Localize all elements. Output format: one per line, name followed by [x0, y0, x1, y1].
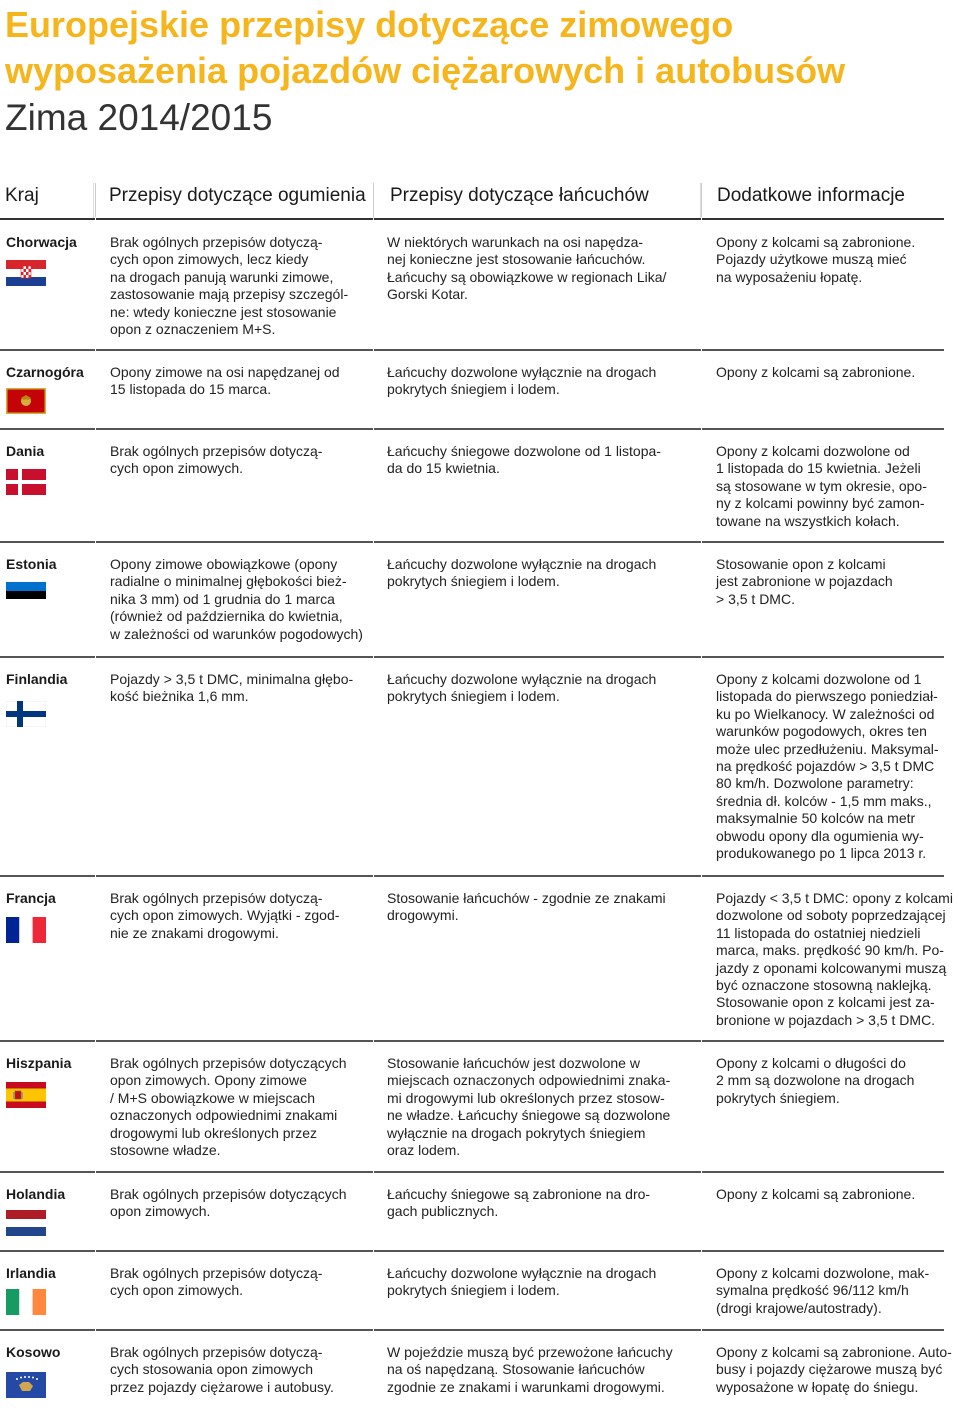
tires-cell: Brak ogólnych przepisów dotyczących opon zimowych.	[110, 1186, 347, 1220]
row-divider	[374, 541, 701, 543]
extra-cell: Opony z kolcami są zabronione. Pojazdy użytkowe muszą mieć na wyposażeniu łopatę.	[716, 234, 916, 285]
extra-cell: Opony z kolcami o długości do 2 mm są dozwolone na drogach pokrytych śniegiem.	[716, 1055, 915, 1106]
row-divider	[374, 1250, 701, 1252]
row-divider	[374, 875, 701, 877]
chains-cell: W niektórych warunkach na osi napędza- nej konieczne jest stosowanie łańcuchów. Łańcuchy są obowiązkowe w regionach Lika/ Gorski Kotar.	[387, 234, 667, 303]
netherlands-flag-icon	[6, 1210, 46, 1236]
row-divider	[0, 349, 95, 351]
extra-cell: Stosowanie opon z kolcami jest zabronione w pojazdach > 3,5 t DMC.	[716, 556, 893, 607]
country-name: Estonia	[6, 556, 57, 572]
chains-cell: W pojeździe muszą być przewożone łańcuchy na oś napędzaną. Stosowanie łańcuchów zgodnie ze znakami i warunkami drogowymi.	[387, 1344, 673, 1395]
column-header-chains: Przepisy dotyczące łańcuchów	[390, 183, 701, 219]
table-row	[0, 1344, 952, 1406]
header-underline	[374, 218, 701, 220]
row-divider	[374, 428, 701, 430]
column-header-country: Kraj	[5, 183, 94, 219]
table-row	[0, 1186, 944, 1246]
row-divider	[702, 349, 944, 351]
row-divider	[96, 875, 373, 877]
row-divider	[0, 1171, 95, 1173]
row-divider	[702, 875, 944, 877]
country-name: Dania	[6, 443, 45, 459]
table-header	[0, 183, 944, 219]
row-divider	[0, 1329, 95, 1331]
table-row	[0, 1055, 944, 1165]
row-divider	[96, 1329, 373, 1331]
tires-cell: Brak ogólnych przepisów dotyczących opon zimowych. Opony zimowe / M+S obowiązkowe w miejscach oznaczonych odpowiednimi znakami drogowymi lub określonych przez stosowne władze.	[110, 1055, 347, 1159]
country-name: Czarnogóra	[6, 364, 84, 380]
kosovo-flag-icon	[6, 1372, 46, 1398]
estonia-flag-icon	[6, 582, 46, 608]
row-divider	[374, 1171, 701, 1173]
extra-cell: Opony z kolcami dozwolone, mak- symalna prędkość 96/112 km/h (drogi krajowe/autostrady).	[716, 1265, 930, 1316]
row-divider	[0, 428, 95, 430]
page-subtitle: Zima 2014/2015	[5, 97, 273, 138]
table-row	[0, 671, 944, 866]
column-separator	[373, 183, 374, 217]
row-divider	[374, 656, 701, 658]
row-divider	[0, 1250, 95, 1252]
croatia-flag-icon	[6, 260, 46, 286]
row-divider	[96, 1250, 373, 1252]
row-divider	[0, 656, 95, 658]
country-name: Irlandia	[6, 1265, 56, 1281]
table-row	[0, 1265, 944, 1325]
spain-flag-icon	[6, 1082, 46, 1108]
country-name: Kosowo	[6, 1344, 61, 1360]
header-underline	[702, 218, 944, 220]
chains-cell: Łańcuchy dozwolone wyłącznie na drogach pokrytych śniegiem i lodem.	[387, 1265, 657, 1299]
row-divider	[702, 1250, 944, 1252]
row-divider	[702, 1329, 944, 1331]
table-row	[0, 364, 944, 419]
title-line-1: Europejskie przepisy dotyczące zimowego	[5, 4, 734, 45]
chains-cell: Łańcuchy śniegowe dozwolone od 1 listopa- da do 15 kwietnia.	[387, 443, 661, 477]
finland-flag-icon	[6, 701, 46, 727]
row-divider	[374, 349, 701, 351]
chains-cell: Stosowanie łańcuchów jest dozwolone w miejscach oznaczonych odpowiednimi znaka- mi drogowymi lub określonych przez stosow- ne władze. Łańcuchy śniegowe są dozwolone wyłącznie na drogach pokrytych śniegiem oraz lodem.	[387, 1055, 671, 1159]
row-divider	[96, 656, 373, 658]
table-row	[0, 890, 953, 1035]
row-divider	[96, 428, 373, 430]
table-row	[0, 443, 944, 533]
title-line-2: wyposażenia pojazdów ciężarowych i autobusów	[5, 50, 846, 91]
tires-cell: Opony zimowe na osi napędzanej od 15 listopada do 15 marca.	[110, 364, 340, 398]
header-underline	[0, 218, 95, 220]
row-divider	[0, 1040, 95, 1042]
chains-cell: Łańcuchy dozwolone wyłącznie na drogach pokrytych śniegiem i lodem.	[387, 364, 657, 398]
header-underline	[96, 218, 373, 220]
montenegro-flag-icon	[6, 388, 46, 414]
country-name: Hiszpania	[6, 1055, 72, 1071]
row-divider	[96, 1171, 373, 1173]
row-divider	[0, 875, 95, 877]
tires-cell: Brak ogólnych przepisów dotyczą- cych opon zimowych.	[110, 443, 323, 477]
row-divider	[702, 656, 944, 658]
row-divider	[374, 1329, 701, 1331]
chains-cell: Łańcuchy dozwolone wyłącznie na drogach pokrytych śniegiem i lodem.	[387, 556, 657, 590]
column-separator	[95, 183, 96, 217]
page-title	[5, 2, 845, 94]
chains-cell: Łańcuchy dozwolone wyłącznie na drogach pokrytych śniegiem i lodem.	[387, 671, 657, 705]
extra-cell: Opony z kolcami są zabronione.	[716, 364, 916, 380]
country-name: Chorwacja	[6, 234, 77, 250]
row-divider	[0, 541, 95, 543]
extra-cell: Opony z kolcami dozwolone od 1 listopada do pierwszego poniedział- ku po Wielkanocy. W zależności od warunków pogodowych, okres ten może ulec przedłużeniu. Maksymal- na prędkość pojazdów > 3,5 t DMC 80 km/h. Dozwolone parametry: średnia dł. kolców - 1,5 mm maks., maksymalnie 50 kolców na metr obwodu opony dla ogumienia wy- produkowanego po 1 lipca 2013 r.	[716, 671, 939, 862]
column-separator	[701, 183, 702, 217]
column-header-tires: Przepisy dotyczące ogumienia	[109, 183, 374, 219]
extra-cell: Pojazdy < 3,5 t DMC: opony z kolcami dozwolone od soboty poprzedzającej 11 listopada do ostatniej niedzieli marca, maks. prędkość 90 km/h. Po- jazdy z oponami kolcowanymi muszą być oznaczone stosowną naklejką. Stosowanie opon z kolcami jest za- bronione w pojazdach > 3,5 t DMC.	[716, 890, 953, 1028]
tires-cell: Pojazdy > 3,5 t DMC, minimalna głębo- kość bieżnika 1,6 mm.	[110, 671, 354, 705]
tires-cell: Brak ogólnych przepisów dotyczą- cych stosowania opon zimowych przez pojazdy ciężarowe i autobusy.	[110, 1344, 334, 1395]
country-name: Francja	[6, 890, 56, 906]
chains-cell: Łańcuchy śniegowe są zabronione na dro- gach publicznych.	[387, 1186, 651, 1220]
country-name: Holandia	[6, 1186, 66, 1202]
tires-cell: Brak ogólnych przepisów dotyczą- cych opon zimowych. Wyjątki - zgod- nie ze znakami drogowymi.	[110, 890, 340, 941]
extra-cell: Opony z kolcami są zabronione.	[716, 1186, 916, 1202]
extra-cell: Opony z kolcami dozwolone od 1 listopada do 15 kwietnia. Jeżeli są stosowane w tym okresie, opo- ny z kolcami powinny być zamon- towane na wszystkich kołach.	[716, 443, 927, 529]
ireland-flag-icon	[6, 1289, 46, 1315]
row-divider	[702, 428, 944, 430]
table-row	[0, 556, 944, 646]
tires-cell: Brak ogólnych przepisów dotyczą- cych opon zimowych, lecz kiedy na drogach panują warunki zimowe, zastosowanie mają przepisy szczegól- ne: wtedy konieczne jest stosowanie opon z oznaczeniem M+S.	[110, 234, 349, 338]
chains-cell: Stosowanie łańcuchów - zgodnie ze znakami drogowymi.	[387, 890, 666, 924]
table-row	[0, 234, 944, 344]
extra-cell: Opony z kolcami są zabronione. Auto- busy i pojazdy ciężarowe muszą być wyposażone w łopatę do śniegu.	[716, 1344, 952, 1395]
denmark-flag-icon	[6, 469, 46, 495]
tires-cell: Opony zimowe obowiązkowe (opony radialne o minimalnej głębokości bież- nika 3 mm) od 1 grudnia do 1 marca (również od października do kwietnia, w zależności od warunków pogodowych)	[110, 556, 363, 642]
row-divider	[702, 1040, 944, 1042]
tires-cell: Brak ogólnych przepisów dotyczą- cych opon zimowych.	[110, 1265, 323, 1299]
row-divider	[702, 1171, 944, 1173]
row-divider	[702, 541, 944, 543]
row-divider	[374, 1040, 701, 1042]
row-divider	[96, 541, 373, 543]
country-name: Finlandia	[6, 671, 68, 687]
column-header-extra: Dodatkowe informacje	[717, 185, 905, 206]
row-divider	[96, 1040, 373, 1042]
france-flag-icon	[6, 917, 46, 943]
row-divider	[96, 349, 373, 351]
